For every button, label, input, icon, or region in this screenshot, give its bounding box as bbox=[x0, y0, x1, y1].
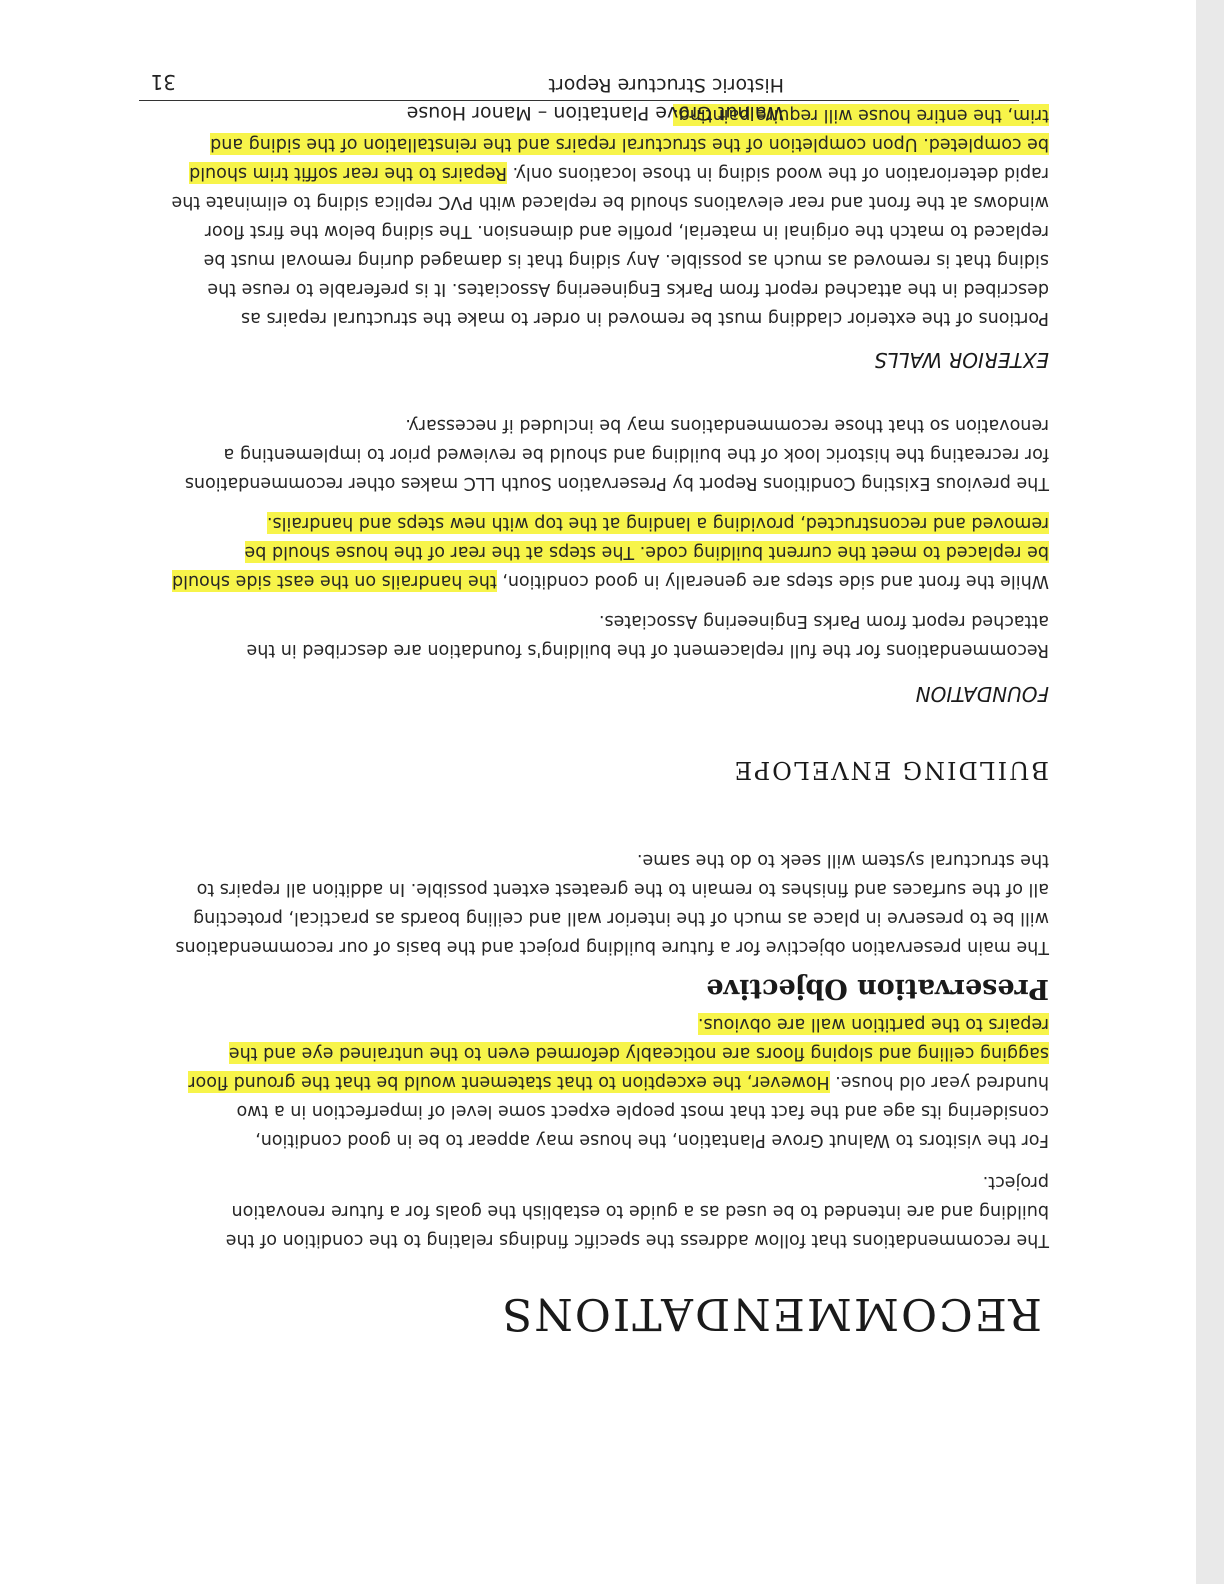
intro-paragraph-2-text: For the visitors to Walnut Grove Plantation, the house may appear to be in good condition, considering its age and the fact that most people expect some level of imperfection in a two hundred year old house. bbox=[236, 1072, 1049, 1150]
header-line-1: Walnut Grove Plantation – Manor House bbox=[406, 102, 784, 124]
preservation-section bbox=[169, 845, 1049, 1004]
exterior-walls-heading: EXTERIOR WALLS bbox=[874, 348, 1049, 372]
exterior-walls-highlight: Repairs to the rear soffit trim should be completed. Upon completion of the structural repairs and the reinstallation of the siding and trim, the entire house will require painting. bbox=[189, 105, 1049, 183]
page-title: RECOMMENDATIONS bbox=[500, 1288, 1042, 1339]
intro-highlight: However, the exception to that statement would be that the ground floor sagging ceiling and sloping floors are noticeably deformed even to the untrained eye and the repairs to the partition wall are obvious. bbox=[188, 1014, 1049, 1092]
exterior-walls-section bbox=[169, 100, 1049, 372]
foundation-paragraph-1: Recommendations for the full replacement of the building's foundation are described in the attached report from Parks Engineering Associates. bbox=[246, 611, 1049, 660]
envelope-heading: BUILDING ENVELOPE bbox=[732, 756, 1049, 784]
page-number: 31 bbox=[150, 70, 176, 94]
preservation-paragraph: The main preservation objective for a future building project and the basis of our recommendations will be to preserve in place as much of the interior wall and ceiling boards as practical, protecting all of the surfaces and finishes to remain to the greatest extent possible. In addition all repairs to the structural system will seek to do the same. bbox=[175, 850, 1049, 957]
intro-paragraph-2 bbox=[169, 1009, 1049, 1154]
foundation-paragraph-3: The previous Existing Conditions Report by Preservation South LLC makes other recommendations for recreating the historic look of the building and should be reviewed prior to implementing a renovation so that those recommendations may be included if necessary. bbox=[184, 415, 1049, 493]
exterior-walls-paragraph bbox=[169, 100, 1049, 332]
running-header bbox=[134, 71, 784, 127]
intro-section bbox=[169, 1009, 1049, 1254]
envelope-section bbox=[169, 756, 1049, 784]
foundation-paragraph-2 bbox=[169, 508, 1049, 595]
header-line-2: Historic Structure Report bbox=[548, 74, 784, 96]
foundation-section bbox=[169, 410, 1049, 706]
exterior-walls-text: Portions of the exterior cladding must be removed in order to make the structural repairs as described in the attached report from Parks Engineering Associates. It is preferable to reuse the siding that is removed as much as possible. Any siding that is damaged during removal must be replaced to match the original in material, profile and dimension. The siding below the first floor windows at the front and rear elevations should be replaced with PVC replica siding to eliminate the rapid deterioration of the wood siding in those locations only. bbox=[171, 163, 1049, 328]
intro-paragraph-1: The recommendations that follow address the specific findings relating to the condition of the building and are intended to be used as a guide to establish the goals for a future renovation project. bbox=[225, 1172, 1049, 1250]
preservation-heading: Preservation Objective bbox=[706, 973, 1049, 1004]
foundation-paragraph-2-text: While the front and side steps are generally in good condition, bbox=[496, 571, 1049, 591]
foundation-highlight: the handrails on the east side should be replaced to meet the current building code. The steps at the rear of the house should be removed and reconstructed, providing a landing at the top with new steps and handrails. bbox=[172, 513, 1049, 591]
foundation-heading: FOUNDATION bbox=[915, 682, 1049, 706]
